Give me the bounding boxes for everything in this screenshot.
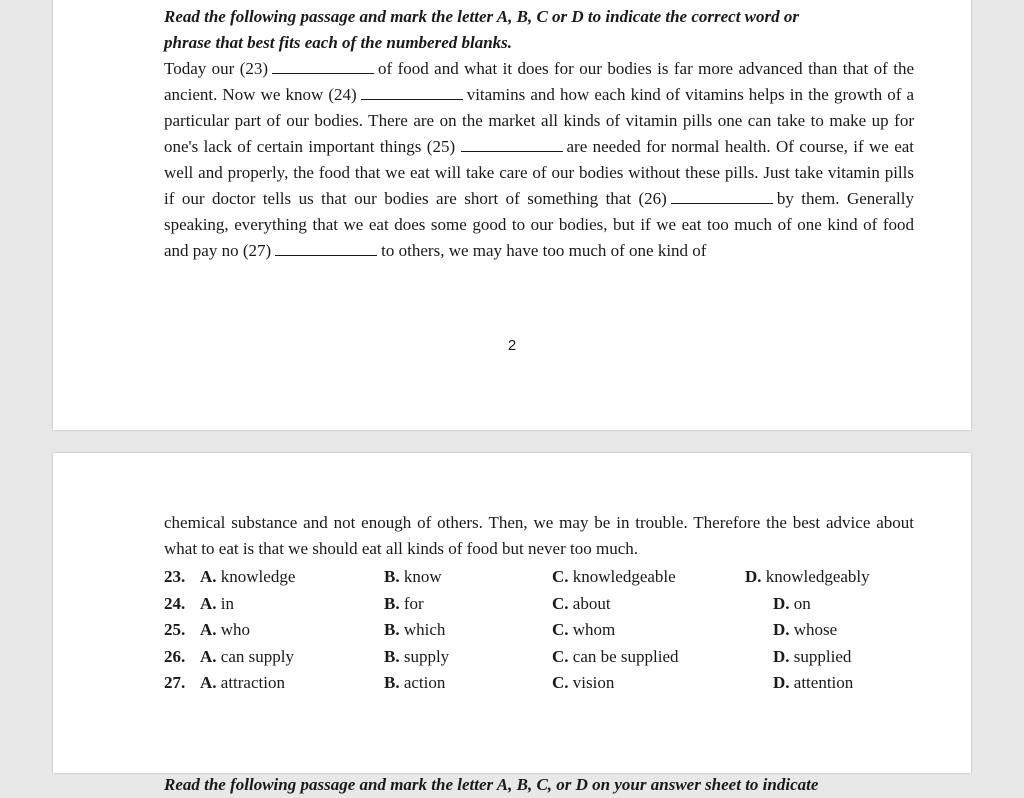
option-letter: C. bbox=[552, 673, 569, 692]
question-row-25 bbox=[164, 617, 914, 644]
cloze-passage bbox=[164, 56, 914, 264]
option-letter: B. bbox=[384, 567, 400, 586]
question-number: 25. bbox=[164, 620, 186, 639]
option-letter: C. bbox=[552, 646, 569, 666]
page-2-content bbox=[164, 510, 914, 794]
option-d bbox=[773, 670, 853, 696]
option-text: knowledgeable bbox=[572, 567, 676, 586]
question-row-23 bbox=[164, 564, 914, 591]
option-text: action bbox=[403, 673, 446, 692]
option-text: whom bbox=[572, 620, 616, 639]
passage-segment-2: of food and what it does for our bodies is far more advanced than that of the ancient. Now we know (24) bbox=[164, 59, 914, 104]
passage-segment-3: vitamins and how each kind of vitamins helps in the growth of a particular part of our bodies. There are on the market all kinds of vitamin pills one can take to make up for one's lack of certain important things (25) bbox=[164, 85, 914, 156]
option-letter: B. bbox=[384, 673, 400, 692]
option-letter: A. bbox=[200, 620, 217, 639]
instruction-line-1: Read the following passage and mark the letter A, B, C or D to indicate the correct word or bbox=[164, 7, 800, 26]
answer-options bbox=[164, 564, 914, 697]
option-letter: C. bbox=[552, 567, 569, 586]
option-letter: D. bbox=[745, 567, 762, 586]
blank-25 bbox=[461, 137, 563, 152]
option-letter: B. bbox=[384, 593, 400, 613]
option-text: in bbox=[220, 593, 235, 613]
option-c bbox=[552, 617, 615, 643]
passage-segment-4: are needed for normal health. Of course, if we eat well and properly, the food that we eat will take care of our bodies without these pills. Just take vitamin pills if our doctor tells us that our bodies are short of something that (26) bbox=[164, 137, 915, 208]
option-text: on bbox=[793, 593, 811, 613]
option-a bbox=[200, 591, 234, 617]
option-b bbox=[384, 591, 424, 617]
option-text: supply bbox=[403, 646, 450, 666]
option-letter: D. bbox=[773, 593, 790, 613]
option-letter: C. bbox=[552, 620, 569, 639]
option-letter: B. bbox=[384, 620, 400, 639]
blank-26 bbox=[671, 189, 773, 204]
option-text: know bbox=[403, 567, 442, 586]
option-text: attention bbox=[793, 673, 854, 692]
option-letter: A. bbox=[200, 673, 217, 692]
document-page-1 bbox=[53, 0, 971, 430]
option-b bbox=[384, 644, 449, 670]
instruction-line-2: phrase that best fits each of the numbered blanks. bbox=[164, 33, 513, 52]
option-letter: D. bbox=[773, 646, 790, 666]
option-c bbox=[552, 591, 611, 617]
question-row-26 bbox=[164, 644, 914, 671]
option-b bbox=[384, 564, 442, 590]
option-text: vision bbox=[572, 673, 615, 692]
option-a bbox=[200, 564, 295, 590]
option-text: knowledge bbox=[220, 567, 296, 586]
option-b bbox=[384, 670, 445, 696]
option-letter: B. bbox=[384, 646, 400, 666]
option-d bbox=[745, 564, 870, 590]
page-1-content bbox=[164, 4, 914, 264]
option-text: which bbox=[403, 620, 446, 639]
option-d bbox=[773, 644, 851, 670]
option-letter: C. bbox=[552, 593, 569, 613]
next-instruction-heading: Read the following passage and mark the letter A, B, C, or D on your answer sheet to indicate bbox=[164, 775, 819, 794]
passage-segment-6: to others, we may have too much of one kind of bbox=[381, 241, 707, 260]
option-letter: D. bbox=[773, 620, 790, 639]
option-b bbox=[384, 617, 445, 643]
option-letter: A. bbox=[200, 593, 217, 613]
option-d bbox=[773, 617, 837, 643]
blank-24 bbox=[361, 85, 463, 100]
option-text: for bbox=[403, 593, 424, 613]
option-c bbox=[552, 670, 614, 696]
question-number: 26. bbox=[164, 646, 186, 666]
option-a bbox=[200, 670, 285, 696]
option-a bbox=[200, 617, 250, 643]
question-row-27 bbox=[164, 670, 914, 697]
option-text: can be supplied bbox=[572, 646, 679, 666]
option-text: attraction bbox=[220, 673, 285, 692]
passage-segment-5: by them. Generally speaking, everything that we eat does some good to our bodies, but if we eat too much of one kind of food and pay no (27) bbox=[164, 189, 914, 260]
passage-continuation: chemical substance and not enough of others. Then, we may be in trouble. Therefore the best advice about what to eat is that we should eat all kinds of food but never too much. bbox=[164, 513, 914, 558]
document-page-2 bbox=[53, 453, 971, 794]
passage-segment-1: Today our (23) bbox=[164, 59, 269, 78]
option-letter: A. bbox=[200, 646, 217, 666]
option-text: about bbox=[572, 593, 611, 613]
instruction-heading bbox=[164, 4, 914, 56]
option-text: can supply bbox=[220, 646, 294, 666]
question-number: 27. bbox=[164, 673, 186, 692]
option-text: knowledgeably bbox=[765, 567, 870, 586]
blank-23 bbox=[272, 59, 374, 74]
option-c bbox=[552, 564, 676, 590]
blank-27 bbox=[275, 241, 377, 256]
question-number: 23. bbox=[164, 567, 186, 586]
option-text: who bbox=[220, 620, 251, 639]
question-row-24 bbox=[164, 591, 914, 618]
option-text: whose bbox=[793, 620, 838, 639]
option-letter: D. bbox=[773, 673, 790, 692]
option-letter: A. bbox=[200, 567, 217, 586]
question-number: 24. bbox=[164, 593, 186, 613]
option-d bbox=[773, 591, 811, 617]
option-a bbox=[200, 644, 294, 670]
page-number: 2 bbox=[507, 337, 517, 354]
option-text: supplied bbox=[793, 646, 852, 666]
option-c bbox=[552, 644, 679, 670]
